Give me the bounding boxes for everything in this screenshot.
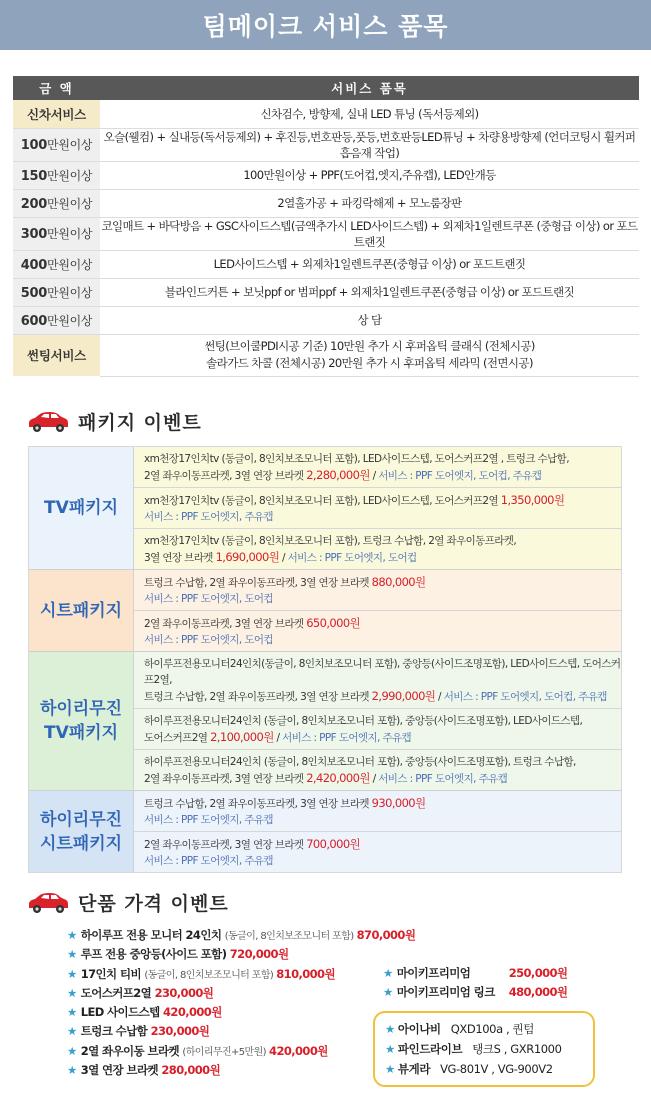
table-row <box>13 128 639 161</box>
package-price: 2,100,000원 <box>210 730 274 744</box>
service-line: 2열홀가공 + 파킹락해제 + 모노룸장판 <box>277 196 462 210</box>
brand-line <box>385 1059 593 1079</box>
package-text: / <box>369 470 379 482</box>
package-label-line: 하이리무진 <box>39 809 123 830</box>
service-line: LED사이드스텝 + 외제차1일렌트쿠폰(중형급 이상) or 포드트랜짓 <box>213 257 526 271</box>
package-text: 2열 좌우이동프라켓, 3열 연장 브라켓 <box>144 839 307 851</box>
package-event-title: 패키지 이벤트 <box>78 412 202 434</box>
package-rows <box>134 652 621 790</box>
service-line: 상 담 <box>357 313 382 327</box>
package-text: 2열 좌우이동프라켓, 3열 연장 브라켓 <box>144 618 307 630</box>
item-price: 230,000원 <box>154 985 214 1000</box>
brand-models: 탱크S , GXR1000 <box>472 1042 562 1056</box>
package-label <box>29 652 134 790</box>
package-price: 2,420,000원 <box>306 771 370 785</box>
package-label <box>29 447 134 569</box>
service-cell <box>100 100 639 128</box>
item-name: 3열 연장 브라켓 <box>80 1063 162 1078</box>
table-row <box>13 217 639 250</box>
amount-number: 600 <box>20 313 48 329</box>
item-price: 480,000원 <box>508 985 568 1000</box>
package-service: 서비스 : PPF 도어엣지, 도어컵 <box>287 552 417 564</box>
package-row-line <box>144 770 621 787</box>
amount-number: 400 <box>20 257 48 273</box>
single-event-title: 단품 가격 이벤트 <box>78 893 229 915</box>
package-row-line <box>144 656 621 688</box>
package-service: 서비스 : PPF 도어엣지, 주유캡 <box>144 814 273 826</box>
package-row-line <box>144 509 621 525</box>
star-icon: ★ <box>67 1005 77 1020</box>
item-price: 720,000원 <box>229 947 289 962</box>
item-name: 17인치 티비 <box>80 966 145 981</box>
item-name: 트렁크 수납함 <box>80 1024 151 1039</box>
amount-cell <box>13 306 100 334</box>
service-line: 신차검수, 방향제, 실내 LED 튜닝 (독서등제외) <box>260 106 479 121</box>
item-price: 280,000원 <box>161 1063 221 1078</box>
amount-unit: 만원이상 <box>47 227 93 241</box>
service-line: 솔라가드 차콜 (전체시공) 20만원 추가 시 후퍼옵틱 세라믹 (전면시공) <box>206 356 533 370</box>
package-price: 700,000원 <box>306 837 361 851</box>
item-note: (하이리무진+5만원) <box>182 1046 266 1058</box>
table-row <box>13 189 639 217</box>
service-line: 썬팅(브이쿨PDI시공 기준) 10만원 추가 시 후퍼옵틱 클래식 (전체시공) <box>204 339 535 353</box>
package-row-line <box>144 853 621 869</box>
list-item <box>383 983 567 1002</box>
star-icon: ★ <box>385 1042 395 1056</box>
list-item <box>67 1022 415 1041</box>
amount-number: 200 <box>20 196 48 212</box>
package-text: 트렁크 수납함, 2열 좌우이동프라켓, 3열 연장 브라켓 <box>144 798 372 810</box>
package-service: 서비스 : PPF 도어엣지, 도어컵 <box>144 634 273 646</box>
item-price: 870,000원 <box>356 928 416 942</box>
package-service: 서비스 : PPF 도어엣지, 도어컵 <box>144 593 273 605</box>
package-text: / <box>273 732 283 744</box>
package-group <box>29 447 621 570</box>
single-event-heading <box>26 889 229 916</box>
item-price: 810,000원 <box>276 966 335 981</box>
list-item <box>67 984 415 1003</box>
package-group <box>29 570 621 652</box>
package-price: 930,000원 <box>371 796 426 810</box>
service-table <box>13 76 639 377</box>
amount-unit: 신차서비스 <box>27 106 86 122</box>
package-price: 2,280,000원 <box>306 468 370 482</box>
package-row <box>134 529 621 569</box>
package-table <box>28 446 622 873</box>
package-label-line: TV패키지 <box>43 723 119 743</box>
package-row-line <box>144 615 621 632</box>
star-icon: ★ <box>67 1024 77 1039</box>
brand-models: QXD100a , 퀀텀 <box>450 1022 534 1036</box>
package-text: 하이루프전용모니터24인치(동글이, 8인치보조모니터 포함), 중앙등(사이드조명포함), LED사이드스텝, 도어스커프2열, <box>144 658 621 686</box>
star-icon: ★ <box>385 1062 395 1076</box>
package-price: 1,690,000원 <box>215 550 280 564</box>
amount-unit: 만원이상 <box>47 168 93 183</box>
service-line: 코일매트 + 바닥방음 + GSC사이드스텝(금액추가시 LED사이드스텝) + 외제차1일렌트쿠폰 (중형급 이상) or 포드트랜짓 <box>101 218 638 249</box>
package-row-line <box>144 713 621 729</box>
package-row-line <box>144 574 621 591</box>
item-note: (동글이, 8인치보조모니터 포함) <box>144 969 274 981</box>
list-item <box>67 1061 415 1080</box>
amount-unit: 만원이상 <box>47 313 93 328</box>
amount-number: 300 <box>20 227 48 242</box>
amount-number: 100 <box>20 138 48 153</box>
star-icon: ★ <box>67 1043 77 1058</box>
service-cell <box>100 306 639 334</box>
list-item <box>67 926 415 945</box>
package-service: 서비스 : PPF 도어엣지, 도어컵, 주유캡 <box>378 470 542 482</box>
package-label-line: 하이리무진 <box>39 699 123 719</box>
package-label-line: 시트패키지 <box>39 833 123 854</box>
package-text: 트렁크 수납함, 2열 좌우이동프라켓, 3열 연장 브라켓 <box>144 691 372 703</box>
item-name: 도어스커프2열 <box>80 985 155 1000</box>
package-row <box>134 652 621 709</box>
package-label <box>29 570 134 651</box>
package-rows <box>134 791 621 872</box>
brand-name: 아이나비 <box>397 1022 441 1036</box>
list-item <box>67 945 415 964</box>
package-service: 서비스 : PPF 도어엣지, 주유캡 <box>282 732 412 744</box>
package-row <box>134 488 621 529</box>
single-item-list-right <box>383 964 567 1003</box>
service-cell <box>100 217 639 250</box>
package-row-line <box>144 795 621 812</box>
package-row-line <box>144 492 621 509</box>
package-event-heading <box>26 408 202 435</box>
star-icon: ★ <box>383 985 393 1000</box>
amount-unit: 만원이상 <box>47 196 93 211</box>
brand-name: 뷰게라 <box>397 1062 431 1076</box>
amount-unit: 만원이상 <box>47 257 93 272</box>
service-line: 100만원이상 + PPF(도어컵,엣지,주유캡), LED안개등 <box>243 168 496 182</box>
package-row-line <box>144 632 621 648</box>
amount-cell <box>13 100 100 128</box>
package-row-line <box>144 812 621 828</box>
package-service: 서비스 : PPF 도어엣지, 주유캡 <box>378 773 508 785</box>
package-label <box>29 791 134 872</box>
blackbox-brand-box <box>373 1011 595 1087</box>
amount-unit: 만원이상 <box>47 285 93 300</box>
star-icon: ★ <box>385 1022 395 1036</box>
table-row <box>13 250 639 278</box>
package-row-line <box>144 467 621 484</box>
service-cell <box>100 278 639 306</box>
item-note: (동글이, 8인치보조모니터 포함) <box>224 931 354 942</box>
car-icon <box>26 411 70 433</box>
star-icon: ★ <box>67 947 77 962</box>
package-row <box>134 570 621 611</box>
brand-line <box>385 1039 593 1059</box>
package-row-line <box>144 729 621 746</box>
package-text: 3열 연장 브라켓 <box>144 552 216 564</box>
package-label-line: TV패키지 <box>43 498 119 518</box>
list-item <box>67 1003 415 1022</box>
service-cell <box>100 189 639 217</box>
package-price: 880,000원 <box>371 575 426 589</box>
package-row-line <box>144 591 621 607</box>
amount-cell <box>13 189 100 217</box>
brand-models: VG-801V , VG-900V2 <box>440 1062 553 1076</box>
package-rows <box>134 570 621 651</box>
package-row-line <box>144 836 621 853</box>
package-row <box>134 750 621 790</box>
item-price: 230,000원 <box>150 1024 210 1039</box>
car-icon <box>26 892 70 914</box>
package-row-line <box>144 451 621 467</box>
package-rows <box>134 447 621 569</box>
package-row <box>134 709 621 750</box>
brand-line <box>385 1019 593 1039</box>
single-item-list <box>67 926 415 1080</box>
package-text: 2열 좌우이동프라켓, 3열 연장 브라켓 <box>144 773 307 785</box>
service-line: 오슬(웰컴) + 실내등(독서등제외) + 후진등,번호판등,풋등,번호판등LED튜닝 + 차량용방향제 (언더코팅시 휠커퍼 흡음재 작업) <box>103 129 636 160</box>
package-group <box>29 652 621 791</box>
star-icon: ★ <box>67 985 77 1000</box>
package-text: xm천장17인치tv (동글이, 8인치보조모니터 포함), LED사이드스텝, 도어스커프2열 <box>144 495 501 507</box>
item-name: LED 사이드스텝 <box>80 1005 164 1020</box>
package-row <box>134 447 621 488</box>
package-text: / <box>435 691 444 703</box>
item-name: 마이키프리미엄 링크 <box>396 985 495 1000</box>
table-row <box>13 161 639 189</box>
item-price: 420,000원 <box>269 1043 328 1058</box>
package-row-line <box>144 533 621 549</box>
amount-number: 500 <box>20 285 48 301</box>
package-row <box>134 832 621 872</box>
package-row-line <box>144 549 621 566</box>
package-text: xm천장17인치tv (동글이, 8인치보조모니터 포함), 트렁크 수납함, 2열 좌우이동프라켓, <box>144 535 517 547</box>
amount-cell <box>13 334 100 376</box>
item-price: 420,000원 <box>163 1005 222 1020</box>
service-cell <box>100 250 639 278</box>
package-text: 하이루프전용모니터24인치 (동글이, 8인치보조모니터 포함), 중앙등(사이드조명포함), 트렁크 수납함, <box>144 756 576 768</box>
package-row <box>134 791 621 832</box>
page-title: 팀메이크 서비스 품목 <box>202 12 449 41</box>
amount-cell <box>13 217 100 250</box>
item-name: 루프 전용 중앙등(사이드 포함) <box>80 947 230 962</box>
package-label-line: 시트패키지 <box>39 600 123 621</box>
table-row <box>13 334 639 376</box>
amount-number: 150 <box>20 168 48 184</box>
list-item <box>67 965 415 984</box>
header-service: 서비스 품목 <box>100 76 639 100</box>
title-banner <box>0 0 651 50</box>
star-icon: ★ <box>383 966 393 980</box>
package-text: 트렁크 수납함, 2열 좌우이동프라켓, 3열 연장 브라켓 <box>144 577 372 589</box>
package-price: 1,350,000원 <box>500 493 565 507</box>
package-text: xm천장17인치tv (동글이, 8인치보조모니터 포함), LED사이드스텝, 도어스커프2열 , 트렁크 수납함, <box>144 453 569 465</box>
list-item <box>383 964 567 983</box>
package-text: / <box>279 552 288 564</box>
star-icon: ★ <box>67 928 77 942</box>
package-row <box>134 611 621 651</box>
service-cell <box>100 128 639 161</box>
amount-cell <box>13 161 100 189</box>
item-name: 마이키프리미엄 <box>396 966 471 980</box>
brand-name: 파인드라이브 <box>397 1042 463 1056</box>
item-price: 250,000원 <box>508 966 568 980</box>
package-text: 도어스커프2열 <box>144 732 211 744</box>
package-row-line <box>144 688 621 705</box>
amount-cell <box>13 128 100 161</box>
amount-unit: 만원이상 <box>47 138 93 152</box>
star-icon: ★ <box>67 966 77 981</box>
service-cell <box>100 334 639 376</box>
amount-cell <box>13 278 100 306</box>
table-row <box>13 306 639 334</box>
service-cell <box>100 161 639 189</box>
package-price: 650,000원 <box>306 616 361 630</box>
package-service: 서비스 : PPF 도어엣지, 도어컵, 주유캡 <box>443 691 607 703</box>
package-row-line <box>144 754 621 770</box>
service-line: 블라인드커튼 + 보닛ppf or 범퍼ppf + 외제차1일렌트쿠폰(중형급 이상) or 포드트랜짓 <box>164 285 575 299</box>
item-name: 2열 좌우이동 브라켓 <box>80 1043 183 1058</box>
package-text: 2열 좌우이동프라켓, 3열 연장 브라켓 <box>144 470 307 482</box>
list-item <box>67 1042 415 1061</box>
package-group <box>29 791 621 872</box>
header-amount: 금 액 <box>13 76 100 100</box>
item-name: 하이루프 전용 모니터 24인치 <box>80 928 225 942</box>
table-row <box>13 278 639 306</box>
star-icon: ★ <box>67 1063 77 1078</box>
package-service: 서비스 : PPF 도어엣지, 주유캡 <box>144 855 273 867</box>
package-service: 서비스 : PPF 도어엣지, 주유캡 <box>144 511 273 523</box>
package-text: 하이루프전용모니터24인치 (동글이, 8인치보조모니터 포함), 중앙등(사이드조명포함), LED사이드스텝, <box>144 715 583 727</box>
table-row <box>13 100 639 128</box>
package-text: / <box>369 773 379 785</box>
amount-unit: 썬팅서비스 <box>27 347 86 363</box>
amount-cell <box>13 250 100 278</box>
package-price: 2,990,000원 <box>371 689 436 703</box>
